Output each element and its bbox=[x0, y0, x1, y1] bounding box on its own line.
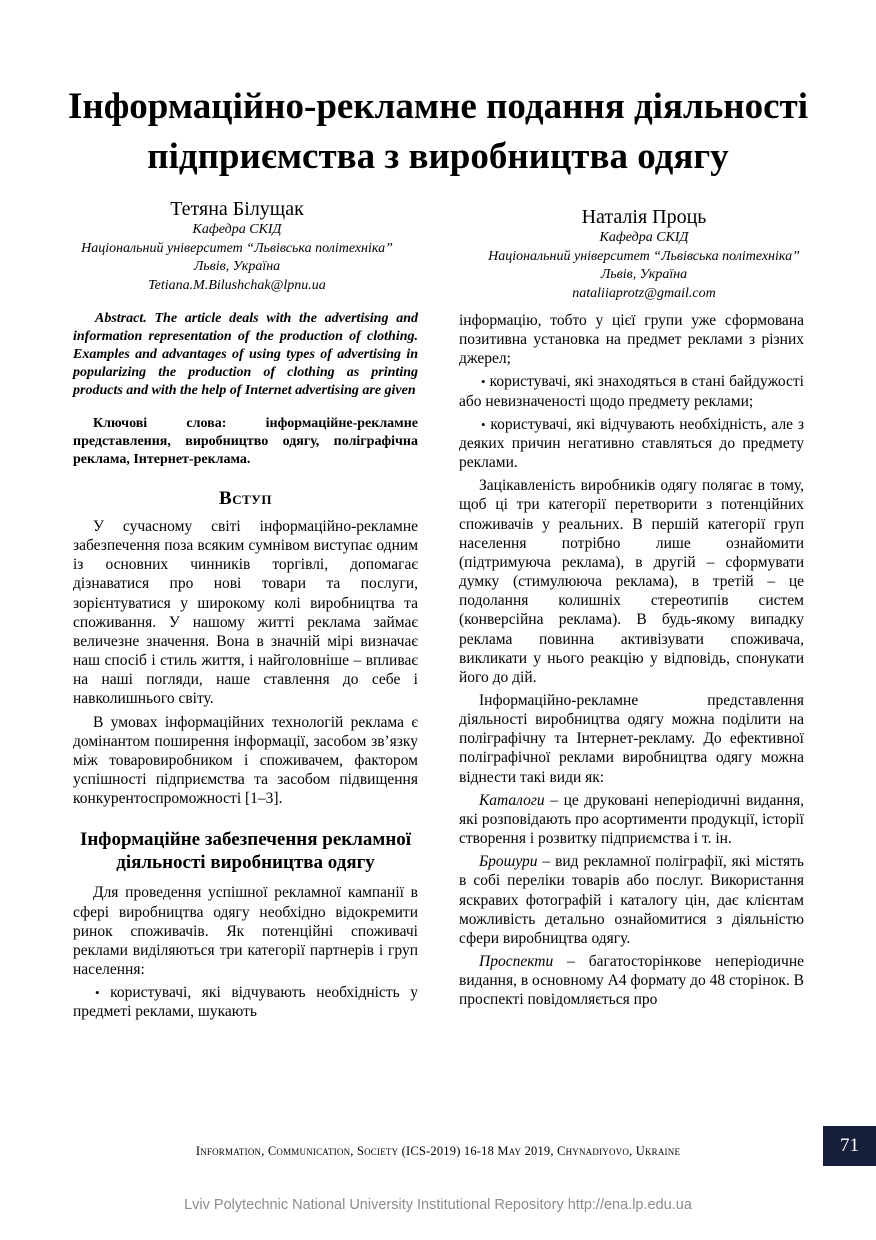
brochures-paragraph bbox=[459, 852, 804, 948]
left-column bbox=[73, 310, 418, 1021]
keywords-text: інформаційне-рекламне представлення, виробництво одягу, поліграфічна реклама, Інтернет-реклама. bbox=[73, 416, 418, 467]
author-city: Львів, Україна bbox=[193, 259, 281, 274]
catalogs-text: – це друковані неперіодичні видання, які розповідають про асортименти продукції, історії створення і розвитку підприємства і т. ін. bbox=[459, 791, 804, 848]
repository-watermark[interactable]: Lviv Polytechnic National University Institutional Repository http://ena.lp.edu.ua bbox=[184, 1197, 692, 1213]
prospects-term: Проспекти bbox=[479, 953, 554, 970]
keywords-label: Ключові слова: bbox=[93, 416, 227, 431]
bullet-text: користувачі, які відчувають необхідність, але з деяких причин негативно ставляться до предмету реклами. bbox=[459, 415, 805, 472]
prospects-paragraph bbox=[459, 952, 804, 1009]
bullet-icon: • bbox=[481, 416, 486, 432]
author-email[interactable]: Tetiana.M.Bilushchak@lpnu.ua bbox=[148, 277, 326, 293]
section-heading: Інформаційне забезпечення рекламної діяльності виробництва одягу bbox=[79, 829, 412, 874]
author-email[interactable]: nataliiaprotz@gmail.com bbox=[572, 285, 716, 301]
bullet-icon: • bbox=[95, 985, 100, 1001]
author-city: Львів, Україна bbox=[600, 267, 688, 282]
title-line-1: Інформаційно-рекламне подання діяльності bbox=[67, 86, 809, 127]
title-line-2: підприємства з виробництва одягу bbox=[147, 136, 729, 177]
author-name: Наталія Проць bbox=[581, 206, 707, 228]
author-department: Кафедра СКІД bbox=[599, 230, 689, 245]
conference-info: Information, Communication, Society (ICS-2019) 16-18 May 2019, Chynadiyovo, Ukraine bbox=[195, 1144, 681, 1158]
author-department: Кафедра СКІД bbox=[192, 222, 282, 237]
author-university: Національний університет “Львівська політехніка” bbox=[81, 240, 393, 256]
bullet-item-1 bbox=[73, 983, 418, 1021]
page-number: 71 bbox=[840, 1135, 859, 1156]
abstract: Abstract. The article deals with the advertising and information representation of the production of clothing. Examples and advantages of using types of advertising in popularizing the production of clothing as printing products and with the help of Internet advertising are given bbox=[73, 311, 418, 398]
intro-paragraph-1: У сучасному світі інформаційно-рекламне забезпечення поза всяким сумнівом виступає одним із основних чинників торгівлі, допомагає дізнаватися про нові товари та послуги, зорієнтуватися у широкому колі виробництва та споживання. У нашому житті реклама займає величезне значення. Вона в значній мірі визначає наш спосіб і стиль життя, і найголовніше – впливає на наші погляди, наше ставлення до себе і навколишнього світу. bbox=[73, 518, 418, 708]
bullet-text: користувачі, які знаходяться в стані байдужості або невизначеності щодо предмету реклами; bbox=[459, 373, 804, 410]
catalogs-term: Каталоги bbox=[479, 791, 545, 809]
bullet-icon: • bbox=[481, 374, 486, 390]
paper-title bbox=[30, 82, 846, 182]
bullet-item-3 bbox=[459, 415, 804, 472]
section-paragraph-2: Зацікавленість виробників одягу полягає в тому, щоб ці три категорії перетворити з потенційних споживачів у реальних. В першій категорії груп населення потрібно лише ознайомити (підтримуюча реклама), в другій – сформувати думку (стимулююча реклама), в третій – це подолання колишніх стереотипів систем (конверсійна реклама). В будь-якому випадку реклама повинна активізувати споживача, викликати у нього реакцію у відповідь, спонукати його до дій. bbox=[459, 477, 804, 686]
intro-paragraph-2: В умовах інформаційних технологій реклама є домінантом поширення інформації, засобом зв’язку між товаровиробником і споживачем, фактором успішності підприємства та засобом підвищення конкурентоспроможності [1–3]. bbox=[73, 713, 418, 808]
catalogs-paragraph bbox=[459, 791, 804, 848]
author-university: Національний університет “Львівська політехніка” bbox=[488, 248, 800, 264]
brochures-text: – вид рекламної поліграфії, які містять в собі переліки товарів або послуг. Використання яскравих фотографій і каталогу цін, дає клієнтам можливість детально ознайомитися з діяльністю сфери виробництва одягу. bbox=[459, 853, 804, 947]
author-name: Тетяна Білущак bbox=[170, 198, 304, 220]
right-column bbox=[459, 311, 804, 1009]
bullet-continuation: інформацію, тобто у цієї групи уже сформована позитивна установка на предмет реклами з різних джерел; bbox=[459, 312, 804, 368]
section-paragraph-3: Інформаційно-рекламне представлення діяльності виробництва одягу можна поділити на поліграфічну та Інтернет-рекламу. До ефективної поліграфічної реклами виробництва одягу можна віднести такі види як: bbox=[459, 691, 804, 786]
conference-footer bbox=[0, 1144, 876, 1159]
keywords bbox=[73, 415, 418, 469]
section-paragraph-1: Для проведення успішної рекламної кампанії в сфері виробництва одягу необхідно відокремити ринок споживачів. Як потенційні споживачі реклами виділяються три категорії партнерів і груп населення: bbox=[73, 884, 418, 978]
intro-heading: Вступ bbox=[219, 488, 272, 509]
bullet-text: користувачі, які відчувають необхідність у предметі реклами, шукають bbox=[73, 984, 418, 1021]
page-number-badge bbox=[823, 1126, 876, 1166]
author-block-2 bbox=[444, 205, 844, 303]
brochures-term: Брошури bbox=[479, 853, 538, 871]
author-block-1 bbox=[30, 197, 444, 295]
prospects-text: – багатосторінкове неперіодичне видання, в основному А4 формату до 48 сторінок. В проспекті повідомляється про bbox=[459, 953, 804, 1009]
bullet-item-2 bbox=[459, 372, 804, 410]
